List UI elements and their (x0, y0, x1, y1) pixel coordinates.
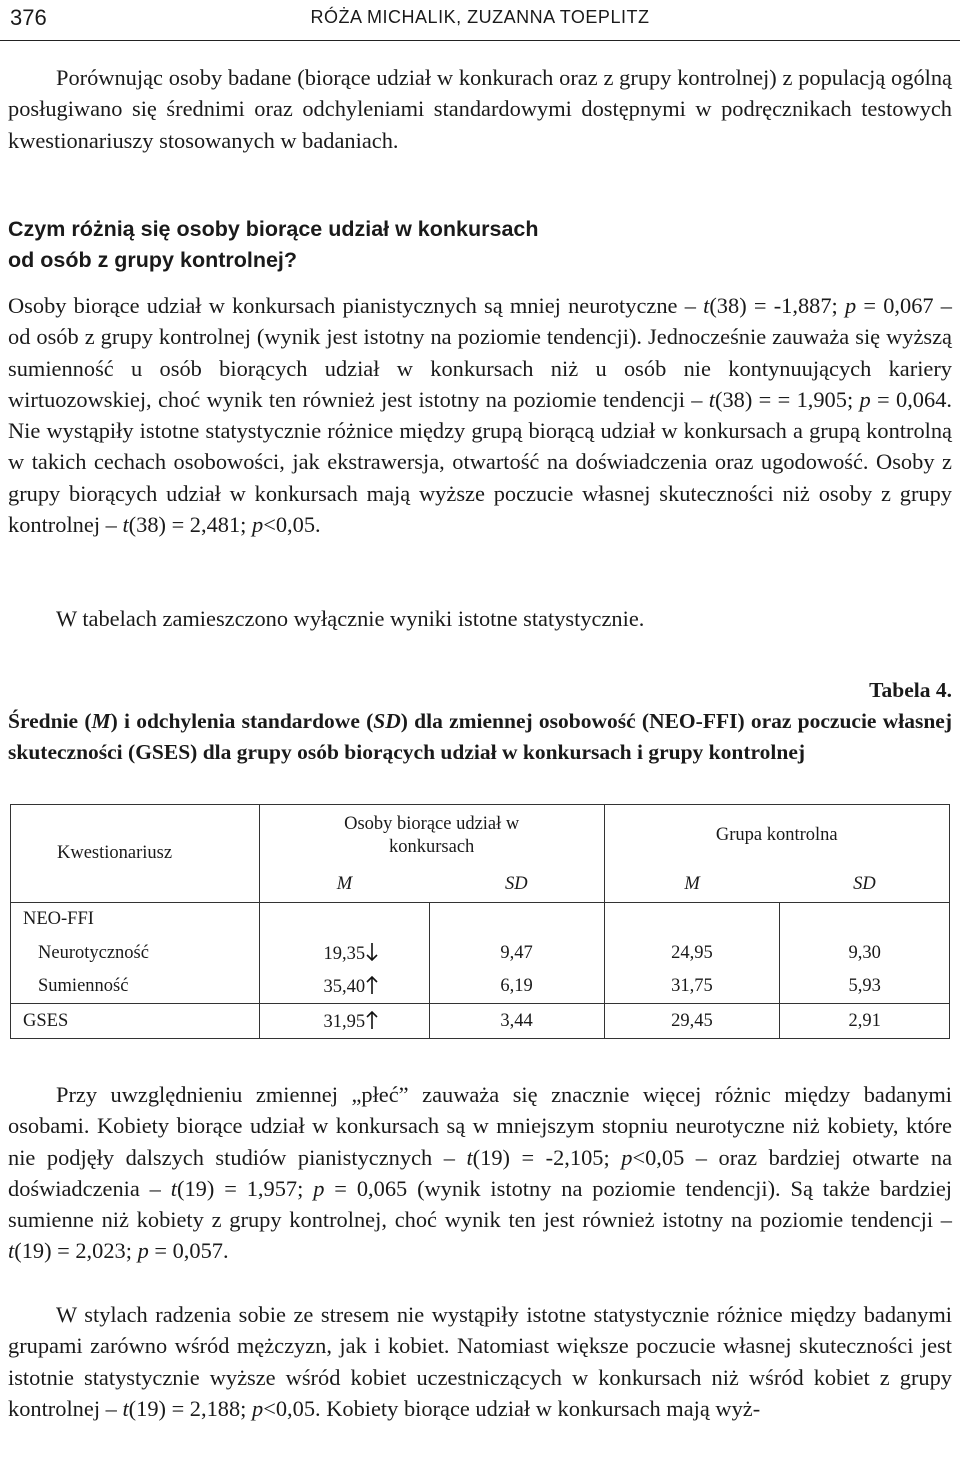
cell-sd-contest: 6,19 (429, 970, 604, 1004)
cell-value: 31,95 (323, 1011, 366, 1032)
header-m-control: M (604, 867, 780, 903)
cell-m-contest (259, 970, 429, 1004)
stat-symbol-p: p (252, 1395, 264, 1421)
text-run: = 0,065 (wynik istotny na poziomie tendencji). Są także bardziej sumienne niż kobiety z grupy kontrolnej, choć wynik ten jest również istotny na poziomie tendencji – (8, 1175, 953, 1233)
text-run: (19) = 2,188; (128, 1395, 252, 1421)
stat-symbol-p: p (621, 1144, 633, 1170)
header-group-contest-text: Osoby biorące udział w konkursach (344, 813, 520, 857)
paragraph-gender (8, 1079, 952, 1267)
text-run: (38) = 2,481; (128, 512, 252, 538)
cell-value: 35,40 (323, 976, 366, 997)
row-label-neo-ffi: NEO-FFI (11, 903, 260, 937)
text-run: (38) = -1,887; (709, 293, 845, 318)
text-run: (38) = = 1,905; (715, 386, 860, 412)
cell-sd-contest: 9,47 (429, 937, 604, 970)
stat-symbol-t: t (122, 512, 129, 538)
header-group-contest (259, 805, 604, 867)
symbol-m: M (91, 709, 111, 733)
header-m-contest: M (259, 867, 429, 903)
table-row (11, 937, 950, 970)
paragraph-note: W tabelach zamieszczono wyłącznie wyniki istotne statystycznie. (56, 606, 645, 631)
page-number: 376 (10, 5, 47, 30)
cell-m-control: 29,45 (604, 1004, 780, 1039)
text-run: (19) = 1,957; (177, 1175, 314, 1201)
text-run: = 0,067 – od osób z grupy kontrolnej (wynik jest istotny na poziomie tendencji). Jednocześnie zauważa się wyższą sumienność u osób biorących udział w konkursach niż u osób nie kontynuujących kariery wirtuozowskiej, choć wynik ten również jest istotny na poziomie tendencji – (8, 293, 953, 412)
table-label: Tabela 4. (869, 678, 952, 702)
stat-symbol-p: p (252, 512, 264, 538)
cell-sd-control: 5,93 (780, 970, 950, 1004)
table-caption (8, 706, 952, 768)
text-run: (19) = 2,023; (14, 1238, 138, 1264)
arrow-down-icon (365, 942, 383, 965)
text-run: <0,05 – oraz bardziej otwarte na doświadczenia – (8, 1144, 953, 1201)
stat-symbol-t: t (122, 1395, 129, 1421)
cell-value: 19,35 (323, 943, 366, 964)
stat-symbol-p: p (137, 1238, 149, 1264)
text-run: W stylach radzenia sobie ze stresem nie wystąpiły istotne statystycznie różnice między badanymi grupami zarówno wśród mężczyzn, jak i kobiet. Natomiast większe poczucie własnej skuteczności jest istotnie statystycznie wyższe wśród kobiet uczestniczących w konkursach niż wśród kobiet z grupy kontrolnej – (8, 1302, 952, 1421)
header-sd-contest: SD (429, 867, 604, 903)
stat-symbol-t: t (170, 1175, 178, 1201)
cell-m-control: 24,95 (604, 937, 780, 970)
header-questionnaire: Kwestionariusz (11, 805, 260, 903)
stat-symbol-t: t (8, 1238, 15, 1264)
stat-symbol-t: t (703, 293, 710, 318)
text-run: ) dla zmiennej osobowość (NEO-FFI) oraz poczucie własnej skuteczności (GSES) dla grupy osób biorących udział w konkursach i grupy kontrolnej (8, 709, 952, 764)
section-heading-line-1: Czym różnią się osoby biorące udział w konkursach (8, 217, 539, 241)
table-row (11, 970, 950, 1004)
stat-symbol-p: p (313, 1175, 325, 1201)
running-head: RÓŻA MICHALIK, ZUZANNA TOEPLITZ (310, 7, 650, 27)
paragraph-stress (8, 1299, 952, 1424)
section-heading-line-2: od osób z grupy kontrolnej? (8, 248, 298, 272)
row-label-neurotyczność: Neurotyczność (11, 937, 260, 970)
text-run: = 0,057. (148, 1238, 229, 1264)
row-label-sumienność: Sumienność (11, 970, 260, 1004)
text-run: Osoby biorące udział w konkursach pianistycznych są mniej neurotyczne – (8, 293, 704, 318)
text-run: = 0,064. Nie wystąpiły istotne statystycznie różnice między grupą biorącą udział w konkursach a grupą kontrolną w takich cechach osobowości, jak ekstrawersja, otwartość na doświadczenia oraz ugodowość. Osoby z grupy biorących udział w konkursach mają wyższe poczucie własnej skuteczności niż osoby z grupy kontrolnej – (8, 386, 952, 538)
table-row (11, 903, 950, 937)
text-run: <0,05. Kobiety biorące udział w konkursach mają wyż- (263, 1395, 761, 1421)
arrow-up-icon (365, 1010, 383, 1033)
symbol-sd: SD (373, 709, 401, 733)
cell-m-contest (259, 1004, 429, 1039)
stat-symbol-t: t (708, 386, 716, 412)
header-sd-control: SD (780, 867, 950, 903)
text-run: Średnie ( (8, 709, 92, 733)
page-header (0, 0, 960, 41)
cell-sd-control: 9,30 (780, 937, 950, 970)
stat-symbol-p: p (844, 293, 857, 318)
results-table (10, 804, 950, 1039)
section-heading (8, 214, 539, 276)
header-group-control: Grupa kontrolna (604, 805, 949, 867)
cell-m-control: 31,75 (604, 970, 780, 1004)
cell-sd-control: 2,91 (780, 1004, 950, 1039)
text-run: ) i odchylenia standardowe ( (110, 709, 374, 733)
row-label-gses: GSES (11, 1004, 260, 1039)
paragraph-comparison: Porównując osoby badane (biorące udział w konkurach oraz z grupy kontrolnej) z populacją ogólną posługiwano się średnimi oraz odchyleniami standardowymi dostępnymi w podręcznikach testowych kwestionariuszy stosowanych w badaniach. (8, 65, 952, 153)
text-run: Przy uwzględnieniu zmiennej „płeć” zauważa się znacznie więcej różnic między badanymi osobami. Kobiety biorące udział w konkursach są w mniejszym stopniu neurotyczne niż kobiety, które nie podjęły dalszych studiów pianistycznych – (8, 1082, 952, 1170)
table-row (11, 1004, 950, 1039)
text-run: <0,05. (263, 512, 321, 538)
cell-sd-contest: 3,44 (429, 1004, 604, 1039)
arrow-up-icon (365, 975, 383, 998)
cell-m-contest (259, 937, 429, 970)
stat-symbol-t: t (466, 1144, 473, 1170)
text-run: (19) = -2,105; (472, 1144, 622, 1170)
paragraph-results (8, 290, 952, 540)
stat-symbol-p: p (859, 386, 871, 412)
